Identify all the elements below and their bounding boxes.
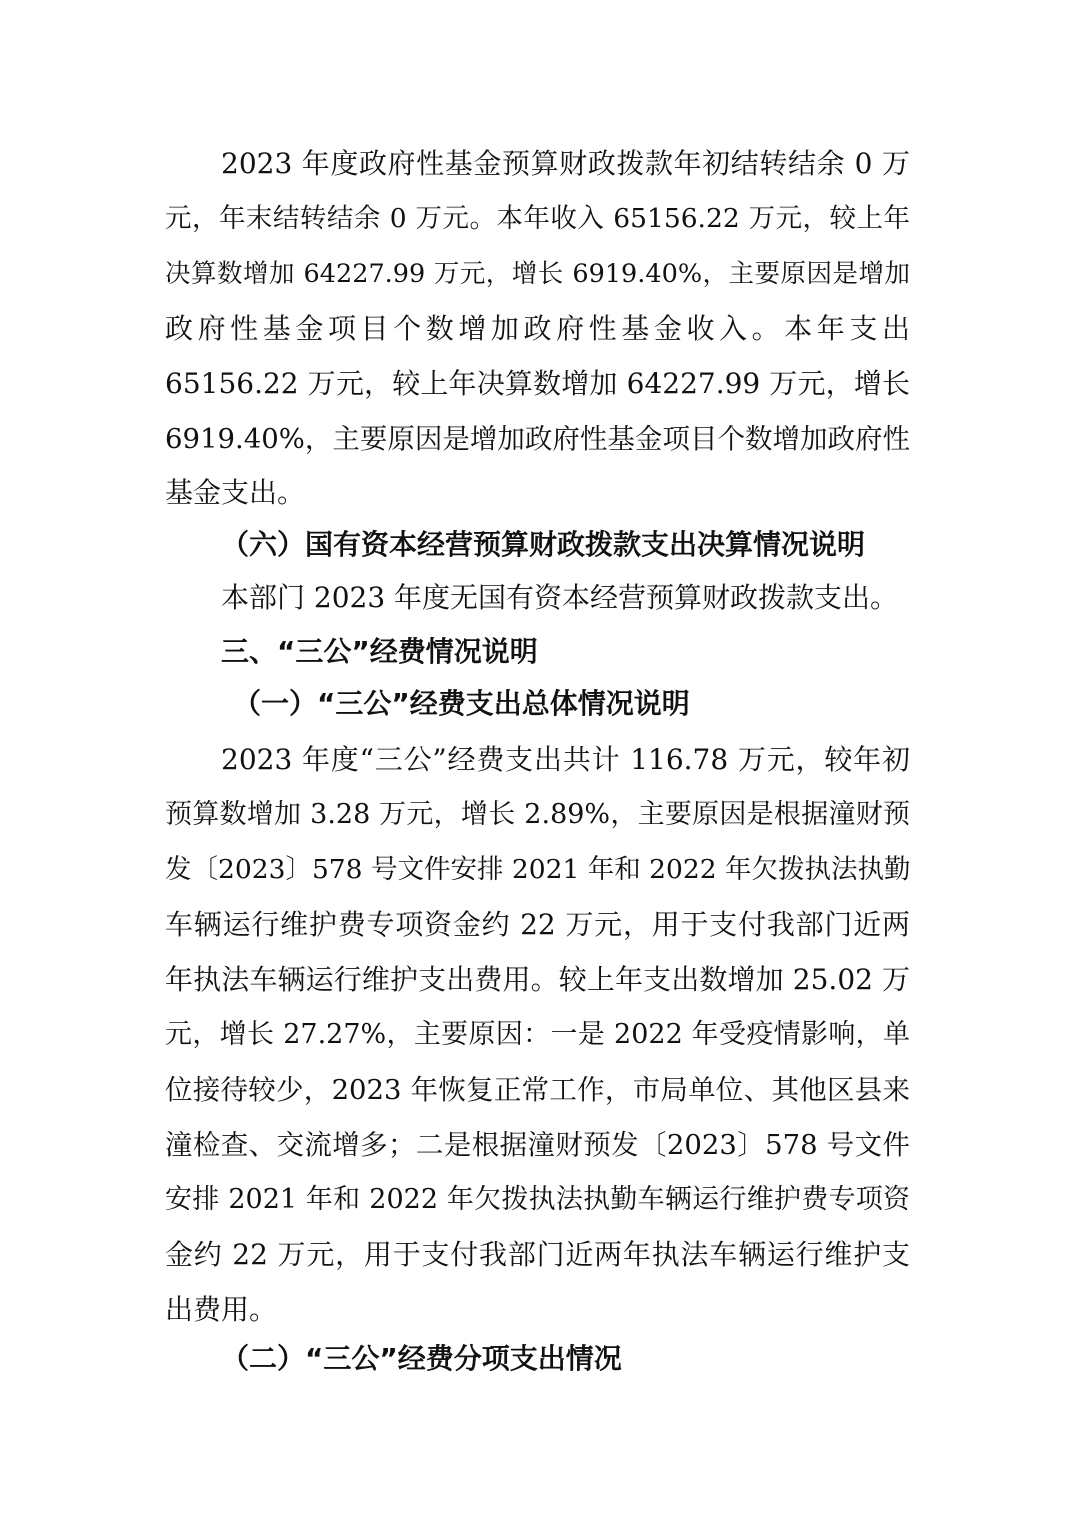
paragraph-line: 安排 2021 年和 2022 年欠拨执法执勤车辆运行维护费专项资 [165, 1184, 910, 1215]
paragraph-line: 2023 年度政府性基金预算财政拨款年初结转结余 0 万 [221, 147, 910, 180]
paragraph-line: 年执法车辆运行维护支出费用。较上年支出数增加 25.02 万 [165, 963, 910, 996]
paragraph-line: 政府性基金项目个数增加政府性基金收入。本年支出 [165, 312, 910, 345]
paragraph-line: 2023 年度“三公”经费支出共计 116.78 万元，较年初 [221, 743, 910, 776]
paragraph-line: 车辆运行维护费专项资金约 22 万元，用于支付我部门近两 [165, 908, 910, 941]
section-heading: （一）“三公”经费支出总体情况说明 [233, 687, 690, 720]
paragraph-line: 位接待较少，2023 年恢复正常工作，市局单位、其他区县来 [165, 1074, 910, 1106]
paragraph-line: 潼检查、交流增多；二是根据潼财预发〔2023〕578 号文件 [165, 1129, 910, 1161]
paragraph-line: 决算数增加 64227.99 万元，增长 6919.40%，主要原因是增加 [165, 259, 910, 289]
paragraph-line: 元，年末结转结余 0 万元。本年收入 65156.22 万元，较上年 [165, 203, 910, 234]
section-heading: （六）国有资本经营预算财政拨款支出决算情况说明 [221, 528, 866, 561]
paragraph-line: 金约 22 万元，用于支付我部门近两年执法车辆运行维护支 [165, 1238, 910, 1271]
paragraph-line: 6919.40%，主要原因是增加政府性基金项目个数增加政府性 [165, 423, 910, 455]
section-heading: 三、“三公”经费情况说明 [221, 635, 538, 668]
paragraph-line: 65156.22 万元，较上年决算数增加 64227.99 万元，增长 [165, 367, 910, 400]
paragraph-line: 预算数增加 3.28 万元，增长 2.89%，主要原因是根据潼财预 [165, 799, 910, 830]
paragraph-line: 出费用。 [165, 1293, 278, 1326]
paragraph-line: 本部门 2023 年度无国有资本经营预算财政拨款支出。 [221, 581, 899, 614]
section-heading: （二）“三公”经费分项支出情况 [221, 1342, 622, 1375]
paragraph-line: 元，增长 27.27%，主要原因：一是 2022 年受疫情影响，单 [165, 1019, 910, 1050]
paragraph-line: 发〔2023〕578 号文件安排 2021 年和 2022 年欠拨执法执勤 [165, 854, 911, 885]
paragraph-line: 基金支出。 [165, 476, 306, 509]
